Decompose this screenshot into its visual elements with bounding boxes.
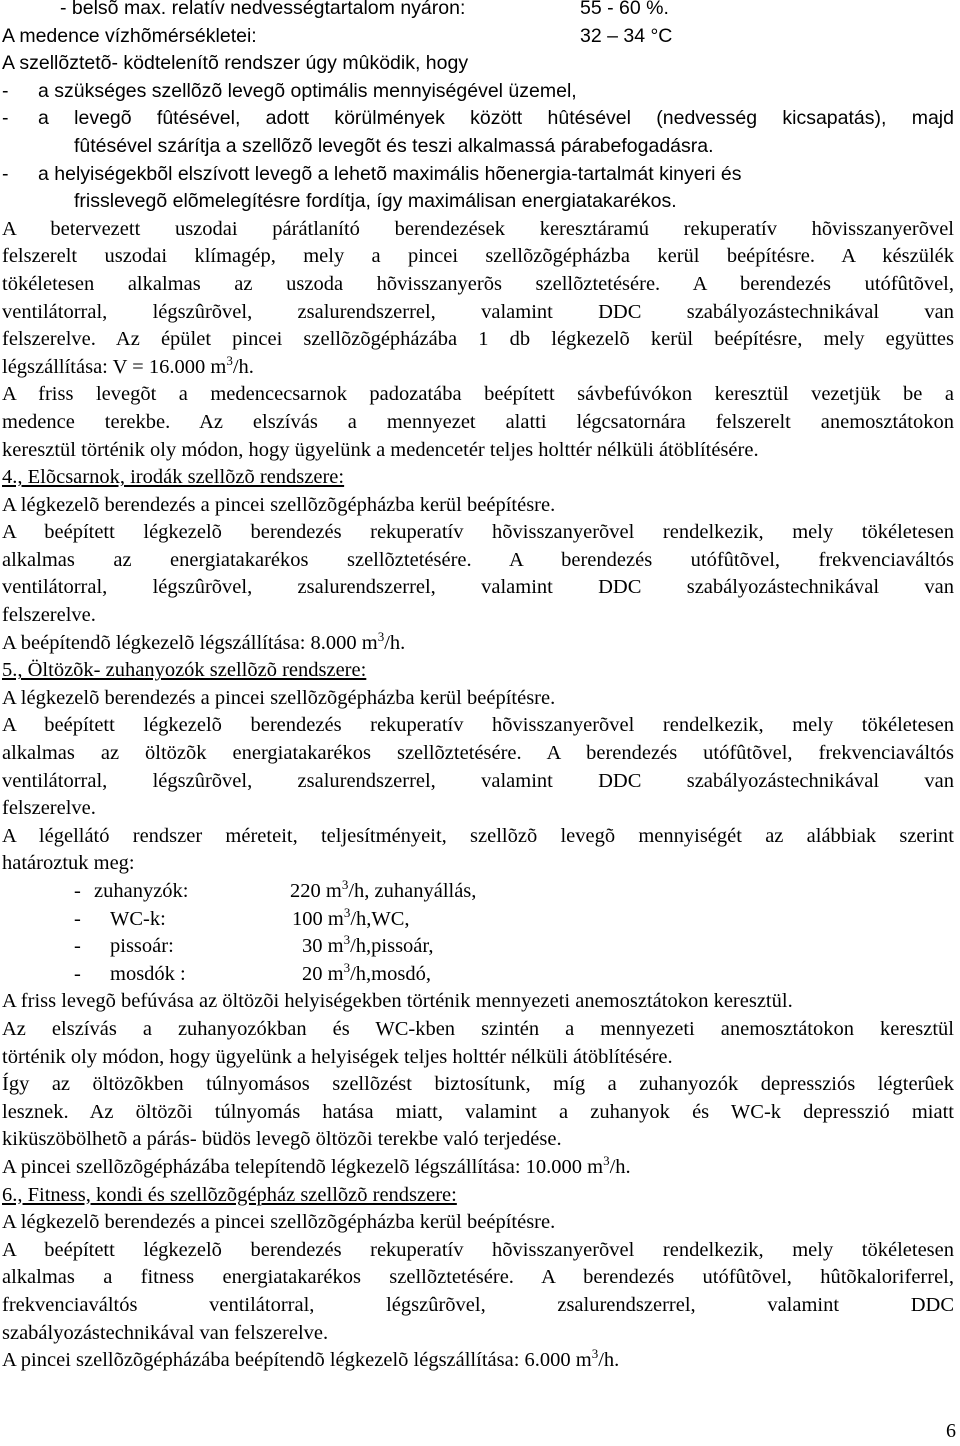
section5-line-4: ventilátorral, légszûrõvel, zsalurendszerrel, valamint DDC szabályozástechnikával van — [2, 769, 954, 792]
section5-after-5: lesznek. Az öltözõi túlnyomás hatása miatt, valamint a zuhanyok és WC-k depresszió miatt — [2, 1100, 954, 1123]
section5-after-1: A friss levegõ befúvása az öltözõi helyiségekben történik mennyezeti anemosztátokon keresztül. — [2, 990, 793, 1013]
table-item: mosdók : — [110, 962, 186, 985]
section4-line-2: A beépített légkezelõ berendezés rekuperatív hõvisszanyerõvel rendelkezik, mely tökéletesen — [2, 521, 954, 544]
section6-line-1: A légkezelõ berendezés a pincei szellõzõgépházba kerül beépítésre. — [2, 1211, 556, 1234]
section4-line-1: A légkezelõ berendezés a pincei szellõzõgépházba kerül beépítésre. — [2, 493, 556, 516]
section6-line-4: frekvenciaváltós ventilátorral, légszûrõvel, zsalurendszerrel, valamint DDC — [2, 1293, 954, 1316]
section4-line-3: alkalmas az energiatakarékos szellõztetésére. A berendezés utófûtõvel, frekvenciaváltós — [2, 548, 954, 571]
section5-line-2: A beépített légkezelõ berendezés rekuperatív hõvisszanyerõvel rendelkezik, mely tökéletesen — [2, 714, 954, 737]
table-item: WC-k: — [110, 907, 166, 930]
section4-heading: 4., Elõcsarnok, irodák szellõzõ rendszere: — [2, 466, 345, 489]
document-page — [2, 0, 954, 1375]
table-value: 100 $m^3/h,WC$, — [292, 904, 410, 930]
table-item: zuhanyzók: — [94, 880, 189, 902]
section4-airflow: A beépítendõ légkezelõ légszállítása: 8.000 $m^3/h$. — [2, 628, 406, 654]
bullet-line-5: frisslevegõ elõmelegítésre fordítja, így maximálisan energiatakarékos. — [74, 190, 677, 213]
page-number: 6 — [946, 1420, 956, 1443]
section6-line-5: szabályozástechnikával van felszerelve. — [2, 1321, 329, 1344]
section5-line-7: határoztuk meg: — [2, 852, 135, 875]
pool-line-2: felszerelt uszodai klímagép, mely a pincei szellõzõgépházba kerül beépítésre. A készülék — [2, 245, 954, 268]
water-temp-value: 32 – 34 °C — [580, 24, 673, 47]
section4-line-5: felszerelve. — [2, 604, 96, 627]
section5-line-5: felszerelve. — [2, 797, 96, 820]
section5-after-2: Az elszívás a zuhanyozókban és WC-kben szintén a mennyezeti anemosztátokon keresztül — [2, 1017, 954, 1040]
pool-line-1: A betervezett uszodai párátlanító berendezések keresztáramú rekuperatív hõvisszanyerõvel — [2, 217, 954, 240]
section5-airflow: A pincei szellõzõgépházába telepítendõ légkezelõ légszállítása: 10.000 $m^3/h$. — [2, 1152, 631, 1178]
water-temp-line — [2, 23, 954, 51]
airflow-table-row: - WC-k: 100 $m^3/h,WC$, — [2, 906, 954, 934]
fresh-air-line-1: A friss levegõt a medencecsarnok padozatába beépített sávbefúvókon keresztül vezetjük be a — [2, 383, 954, 406]
fresh-air-line-3: keresztül történik oly módon, hogy ügyelünk a medencetér teljes holttér nélküli átöblítésére. — [2, 438, 759, 461]
bullet-line-1: - a szükséges szellõzõ levegõ optimális mennyiségével üzemel, — [2, 79, 577, 102]
section5-heading: 5., Öltözõk- zuhanyozók szellõzõ rendszere: — [2, 659, 367, 682]
water-temp-label: A medence vízhõmérsékletei: — [2, 24, 257, 47]
table-value: 220 $m^3/h$, zuhanyállás, — [290, 877, 477, 902]
section6-line-3: alkalmas a fitness energiatakarékos szellõztetésére. A berendezés utófûtõvel, hûtõkaloriferrel, — [2, 1266, 954, 1289]
section5-after-3: történik oly módon, hogy ügyelünk a helyiségek teljes holttér nélküli átöblítésére. — [2, 1045, 673, 1068]
fresh-air-line-2: medence terekbe. Az elszívás a mennyezet alatti légcsatornára felszerelt anemosztátokon — [2, 410, 954, 433]
pool-line-4: ventilátorral, légszûrõvel, zsalurendszerrel, valamint DDC szabályozástechnikával van — [2, 300, 954, 323]
pool-line-5: felszerelve. Az épület pincei szellõzõgépházába 1 db légkezelõ kerül beépítésre, mely együttes — [2, 328, 954, 351]
table-item: pissoár: — [110, 935, 174, 958]
system-intro: A szellõztetõ- ködtelenítõ rendszer úgy mûködik, hogy — [2, 52, 469, 75]
section5-after-4: Így az öltözõkben túlnyomásos szellõzést biztosítunk, míg a zuhanyozók depressziós légterûek — [2, 1073, 954, 1096]
section6-line-2: A beépített légkezelõ berendezés rekuperatív hõvisszanyerõvel rendelkezik, mely tökéletesen — [2, 1238, 954, 1261]
bullet-line-4: - a helyiségekbõl elszívott levegõ a lehetõ maximális hõenergia-tartalmát kinyeri és — [2, 162, 742, 185]
airflow-table-row: - pissoár: 30 $m^3/h,pissoár$, — [2, 933, 954, 961]
pool-line-3: tökéletesen alkalmas az uszoda hõvisszanyerõs szellõztetésére. A berendezés utófûtõvel, — [2, 272, 954, 295]
humidity-label: - belsõ max. relatív nedvességtartalom nyáron: — [60, 0, 466, 19]
table-value: 20 $m^3/h,mosdó$, — [302, 959, 431, 985]
airflow-table-row: - mosdók : 20 $m^3/h,mosdó$, — [2, 961, 954, 989]
section5-line-6: A légellátó rendszer méreteit, teljesítményeit, szellõzõ levegõ mennyiségét az alábbiak szerint — [2, 824, 954, 847]
section5-line-1: A légkezelõ berendezés a pincei szellõzõgépházba kerül beépítésre. — [2, 686, 556, 709]
bullet-line-3: fûtésével szárítja a szellõzõ levegõt és teszi alkalmassá párabefogadásra. — [74, 134, 714, 157]
section6-airflow: A pincei szellõzõgépházába beépítendõ légkezelõ légszállítása: 6.000 $m^3/h$. — [2, 1346, 620, 1372]
humidity-line — [2, 0, 954, 23]
section4-line-4: ventilátorral, légszûrõvel, zsalurendszerrel, valamint DDC szabályozástechnikával van — [2, 576, 954, 599]
section5-after-6: kiküszöbölhetõ a párás- büdös levegõ öltözõi terekbe való terjedése. — [2, 1128, 562, 1151]
section6-heading: 6., Fitness, kondi és szellõzõgépház szellõzõ rendszere: — [2, 1183, 457, 1206]
pool-airflow: légszállítása: V = 16.000 $m^3/h$. — [2, 352, 254, 378]
humidity-value: 55 - 60 %. — [580, 0, 669, 19]
section5-line-3: alkalmas az öltözõk energiatakarékos szellõztetésére. A berendezés utófûtõvel, frekvenciaváltós — [2, 742, 954, 765]
bullet-line-2: - a levegõ fûtésével, adott körülmények között hûtésével (nedvesség kicsapatás), majd — [2, 107, 954, 130]
table-value: 30 $m^3/h,pissoár$, — [302, 932, 434, 958]
airflow-table-row: - zuhanyzók: 220 $m^3/h$, zuhanyállás, — [2, 878, 954, 906]
